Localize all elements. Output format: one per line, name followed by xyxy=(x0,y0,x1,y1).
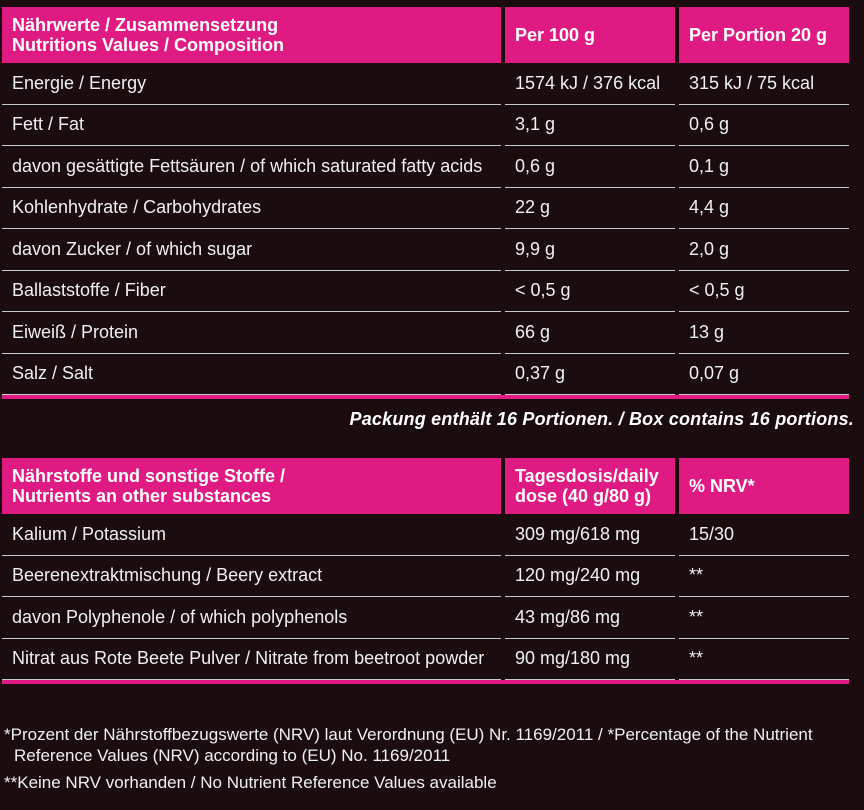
table-bottom-rule xyxy=(2,680,849,684)
header-label-de: Nährwerte / Zusammensetzung xyxy=(12,15,279,35)
row-value-2: 0,6 g xyxy=(679,105,849,147)
row-label: Beerenextraktmischung / Beery extract xyxy=(2,556,501,598)
table-row xyxy=(2,63,849,105)
table-row xyxy=(2,146,849,188)
header-substances-de: Nährstoffe und sonstige Stoffe / xyxy=(12,466,286,486)
header-daily-dose xyxy=(505,458,675,514)
row-label: davon Zucker / of which sugar xyxy=(2,229,501,271)
row-value-2: 0,1 g xyxy=(679,146,849,188)
row-value-2: 0,07 g xyxy=(679,354,849,396)
footnote-nrv: *Prozent der Nährstoffbezugswerte (NRV) laut Verordnung (EU) Nr. 1169/2011 / *Percentage of the Nutrient xyxy=(4,725,813,744)
row-value-2: 13 g xyxy=(679,312,849,354)
row-value-2: 15/30 xyxy=(679,514,849,556)
row-value-2: ** xyxy=(679,639,849,681)
table-bottom-rule xyxy=(2,395,849,399)
row-value-2: 4,4 g xyxy=(679,188,849,230)
footnotes xyxy=(4,724,854,793)
row-value-1: 22 g xyxy=(505,188,675,230)
row-value-1: 0,6 g xyxy=(505,146,675,188)
row-value-2: 315 kJ / 75 kcal xyxy=(679,63,849,105)
row-value-1: 66 g xyxy=(505,312,675,354)
nutrition-table xyxy=(2,7,849,399)
table-row xyxy=(2,639,849,681)
substances-table-body xyxy=(2,514,849,680)
substances-table xyxy=(2,458,849,684)
row-label: Eiweiß / Protein xyxy=(2,312,501,354)
header-daily-dose-2: dose (40 g/80 g) xyxy=(515,486,652,506)
table-row xyxy=(2,312,849,354)
row-label: Salz / Salt xyxy=(2,354,501,396)
row-value-1: 309 mg/618 mg xyxy=(505,514,675,556)
row-value-2: 2,0 g xyxy=(679,229,849,271)
row-value-1: 0,37 g xyxy=(505,354,675,396)
row-value-1: 90 mg/180 mg xyxy=(505,639,675,681)
header-nrv: % NRV* xyxy=(679,458,849,514)
nutrition-table-body xyxy=(2,63,849,395)
header-substances-en: Nutrients an other substances xyxy=(12,486,272,506)
row-value-1: 1574 kJ / 376 kcal xyxy=(505,63,675,105)
row-label: davon Polyphenole / of which polyphenols xyxy=(2,597,501,639)
header-daily-dose-1: Tagesdosis/daily xyxy=(515,466,659,486)
header-label xyxy=(2,7,501,63)
header-label-en: Nutritions Values / Composition xyxy=(12,35,285,55)
row-label: Fett / Fat xyxy=(2,105,501,147)
row-label: davon gesättigte Fettsäuren / of which saturated fatty acids xyxy=(2,146,501,188)
table-row xyxy=(2,105,849,147)
table-row xyxy=(2,597,849,639)
row-value-2: ** xyxy=(679,556,849,598)
row-label: Kohlenhydrate / Carbohydrates xyxy=(2,188,501,230)
row-value-1: 9,9 g xyxy=(505,229,675,271)
table-row xyxy=(2,556,849,598)
table-row xyxy=(2,271,849,313)
footnote-nrv-cont: Reference Values (NRV) according to (EU) No. 1169/2011 xyxy=(14,746,451,765)
row-label: Kalium / Potassium xyxy=(2,514,501,556)
table-row xyxy=(2,514,849,556)
nutrition-table-header xyxy=(2,7,849,63)
row-label: Ballaststoffe / Fiber xyxy=(2,271,501,313)
row-value-1: 120 mg/240 mg xyxy=(505,556,675,598)
table-row xyxy=(2,188,849,230)
table-row xyxy=(2,229,849,271)
substances-table-header xyxy=(2,458,849,514)
row-value-1: 43 mg/86 mg xyxy=(505,597,675,639)
header-per-portion: Per Portion 20 g xyxy=(679,7,849,63)
row-value-1: < 0,5 g xyxy=(505,271,675,313)
row-value-2: ** xyxy=(679,597,849,639)
row-value-1: 3,1 g xyxy=(505,105,675,147)
footnote-no-nrv: **Keine NRV vorhanden / No Nutrient Reference Values available xyxy=(4,773,497,792)
row-label: Energie / Energy xyxy=(2,63,501,105)
row-label: Nitrat aus Rote Beete Pulver / Nitrate from beetroot powder xyxy=(2,639,501,681)
row-value-2: < 0,5 g xyxy=(679,271,849,313)
portion-note: Packung enthält 16 Portionen. / Box contains 16 portions. xyxy=(349,409,854,429)
header-substances xyxy=(2,458,501,514)
header-per-100g: Per 100 g xyxy=(505,7,675,63)
table-row xyxy=(2,354,849,396)
